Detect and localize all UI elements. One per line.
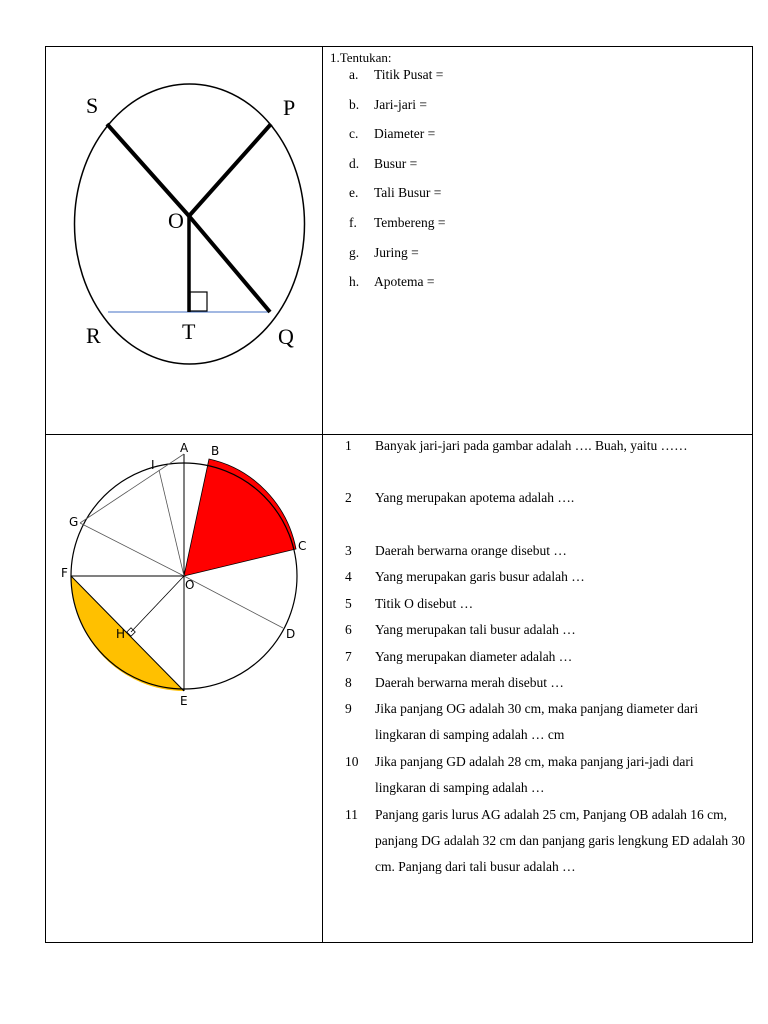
chord-AG — [80, 454, 184, 523]
label-A: A — [180, 441, 189, 455]
list-item: 7 Yang merupakan diameter adalah … — [345, 649, 573, 664]
question-1-cell — [323, 47, 752, 434]
apothem-OH — [131, 576, 184, 632]
label-B: B — [211, 444, 220, 458]
worksheet-table — [45, 46, 753, 943]
list-item: 8 Daerah berwarna merah disebut … — [345, 675, 564, 690]
question-1-title: 1.Tentukan: — [330, 50, 392, 65]
list-item: a. Titik Pusat = — [349, 67, 444, 82]
label-F: F — [61, 566, 68, 580]
question-1-list — [349, 67, 446, 304]
list-item: 9 Jika panjang OG adalah 30 cm, maka panjang diameter dari lingkaran di samping adalah … cm — [345, 701, 699, 742]
label-C: C — [298, 539, 307, 553]
circle-diagram-2 — [46, 435, 322, 943]
list-item: c. Diameter = — [349, 126, 436, 142]
list-item: 5 Titik O disebut … — [345, 596, 474, 611]
list-item: 2 Yang merupakan apotema adalah …. — [345, 490, 575, 505]
list-item: 6 Yang merupakan tali busur adalah … — [345, 622, 576, 637]
label-S: S — [86, 93, 99, 118]
label-P: P — [283, 95, 296, 120]
label-H: H — [116, 627, 126, 641]
right-angle-mark — [190, 292, 207, 311]
label-O: O — [185, 578, 195, 592]
line-OD — [184, 576, 283, 628]
label-I: I — [151, 458, 155, 472]
line-OI — [159, 470, 184, 576]
label-D: D — [286, 627, 296, 641]
list-item: d. Busur = — [349, 155, 418, 171]
list-item: 4 Yang merupakan garis busur adalah … — [345, 569, 585, 584]
line-OG — [80, 523, 184, 576]
line-OQ — [189, 216, 270, 312]
list-item: b. Jari-jari = — [349, 96, 427, 112]
list-item: g. Juring = — [349, 244, 419, 260]
label-T: T — [182, 319, 196, 344]
list-item: 11 Panjang garis lurus AG adalah 25 cm, Panjang OB adalah 16 cm, panjang DG adalah 32 cm dan panjang garis lengkung ED adalah 30 cm. Panjang dari tali busur adalah … — [345, 807, 746, 874]
list-item: 10 Jika panjang GD adalah 28 cm, maka panjang jari-jadi dari lingkaran di samping adalah … — [345, 754, 694, 795]
red-sector — [184, 459, 296, 576]
circle-diagram-1 — [46, 47, 322, 434]
radius-OS — [107, 124, 189, 216]
list-item: e. Tali Busur = — [349, 185, 442, 201]
list-item: h. Apotema = — [349, 274, 435, 290]
label-O: O — [168, 208, 184, 233]
question-2-cell — [323, 435, 752, 943]
list-item: 1 Banyak jari-jari pada gambar adalah …. Buah, yaitu …… — [345, 438, 688, 453]
list-item: f. Tembereng = — [349, 214, 446, 230]
label-R: R — [86, 323, 101, 348]
label-G: G — [69, 515, 79, 529]
circle-figure-2 — [46, 435, 322, 943]
radius-OP — [189, 124, 271, 216]
label-E: E — [180, 694, 188, 708]
label-Q: Q — [278, 324, 294, 349]
circle-figure-1 — [46, 47, 322, 434]
list-item: 3 Daerah berwarna orange disebut … — [345, 543, 567, 558]
